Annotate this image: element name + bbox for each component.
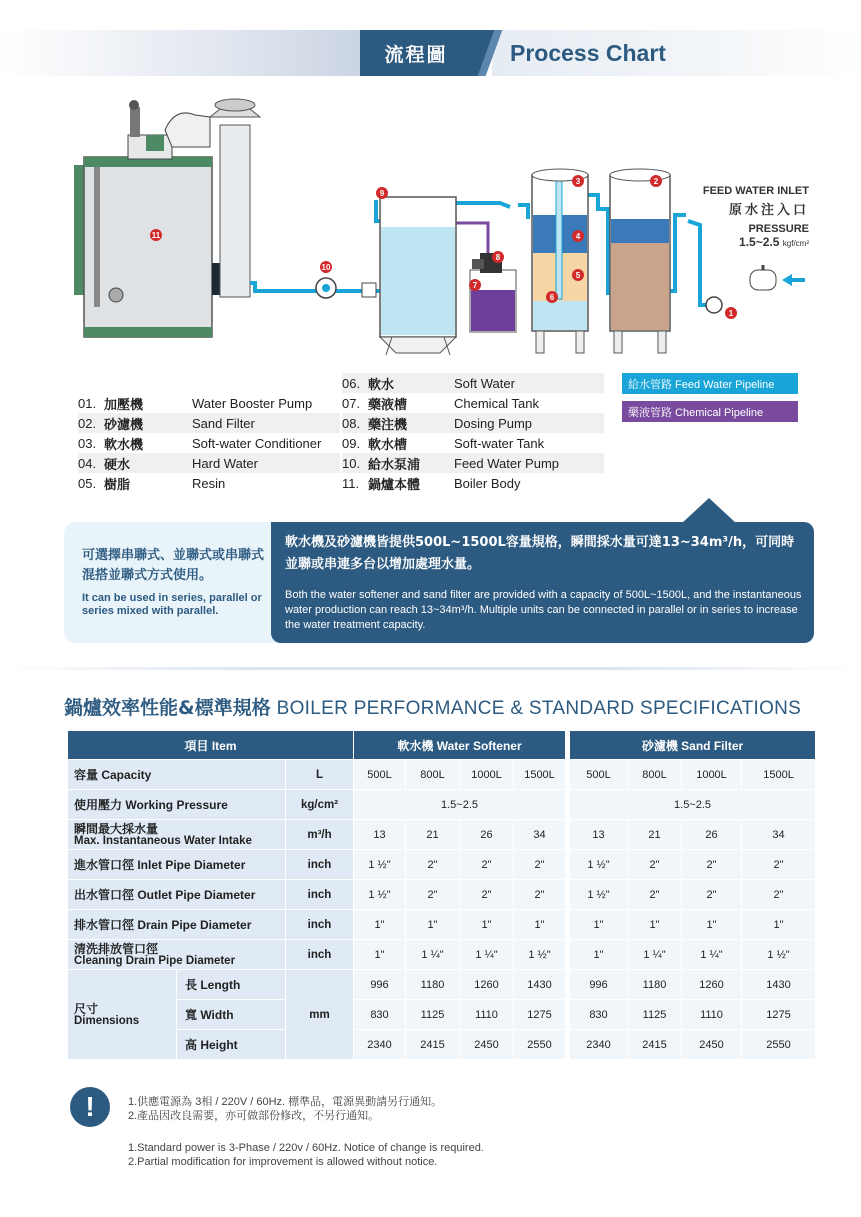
feed-pipeline-legend: 給水管路 Feed Water Pipeline: [622, 373, 798, 394]
table-cell: 2": [682, 880, 742, 910]
soft-water-tank: [380, 197, 456, 355]
water-softener: [532, 169, 588, 353]
table-cell: 1": [628, 910, 682, 940]
header-softener: 軟水機 Water Softener: [354, 731, 566, 760]
item-en: Feed Water Pump: [454, 455, 560, 471]
svg-text:3: 3: [575, 177, 581, 186]
table-cell: 21: [628, 820, 682, 850]
table-cell: 26: [682, 820, 742, 850]
note-zh-1: 1.供應電源為 3相 / 220V / 60Hz. 標準品，電源異動請另行通知。: [128, 1096, 443, 1108]
table-cell: 13: [354, 820, 406, 850]
table-cell: 2415: [406, 1030, 460, 1060]
item-number: 03.: [78, 435, 97, 451]
banner-title-zh: 流程圖: [360, 30, 472, 76]
item-zh: 樹脂: [104, 477, 131, 493]
boiler-body: [74, 100, 220, 337]
table-row: [68, 790, 816, 820]
item-number: 01.: [78, 395, 97, 411]
table-row: [68, 1000, 816, 1030]
exclamation-icon: !: [70, 1087, 110, 1127]
table-cell: 2": [628, 880, 682, 910]
table-cell: 1500L: [514, 760, 566, 790]
chemical-pipeline-legend: 藥液管路 Chemical Pipeline: [622, 401, 798, 422]
table-cell: 800L: [406, 760, 460, 790]
header-filter: 砂濾機 Sand Filter: [570, 731, 816, 760]
info-right-panel: [271, 522, 814, 643]
table-cell: 1": [354, 940, 406, 970]
info-left-panel: [64, 522, 294, 643]
item-zh: 加壓機: [104, 397, 144, 413]
item-zh: 軟水: [368, 377, 395, 393]
row-label: [68, 940, 286, 970]
note-zh-2: 2.產品因改良需要，亦可做部份修改，不另行通知。: [128, 1110, 380, 1122]
list-item: [342, 433, 604, 453]
table-cell: 1110: [460, 1000, 514, 1030]
spec-table: [67, 730, 816, 1060]
info-right-zh: 軟水機及砂濾機皆提供500L~1500L容量規格，瞬間採水量可達13~34m³/h，可同時並聯或串連多台以增加處理水量。: [285, 535, 795, 572]
list-item: [342, 393, 604, 413]
chemical-tank: [470, 253, 516, 332]
table-cell: 1180: [628, 970, 682, 1000]
item-number: 02.: [78, 415, 97, 431]
item-en: Resin: [192, 475, 226, 491]
row-label: [68, 820, 286, 850]
table-row: [68, 880, 816, 910]
table-row: [68, 940, 816, 970]
table-cell: 1": [570, 910, 628, 940]
table-cell: 800L: [628, 760, 682, 790]
svg-text:5: 5: [575, 271, 581, 280]
spec-header-row: [68, 731, 816, 760]
item-number: 08.: [342, 415, 361, 431]
list-item: [342, 413, 604, 433]
item-number: 06.: [342, 375, 361, 391]
pressure-value: 1.5~2.5 kgf/cm²: [739, 235, 809, 249]
row-label-zh: 尺寸: [74, 1001, 99, 1016]
table-row: [68, 910, 816, 940]
svg-text:9: 9: [379, 189, 385, 198]
item-number: 04.: [78, 455, 97, 471]
header-banner: [0, 30, 861, 76]
item-zh: 軟水機: [104, 437, 144, 453]
table-cell: 21: [406, 820, 460, 850]
svg-text:4: 4: [575, 232, 581, 241]
table-cell: 2": [742, 880, 816, 910]
list-item: [342, 473, 604, 493]
table-cell: 1": [354, 910, 406, 940]
table-cell: 996: [570, 970, 628, 1000]
pressure-label: PRESSURE: [748, 223, 809, 235]
table-cell: 830: [354, 1000, 406, 1030]
table-cell: 500L: [570, 760, 628, 790]
item-zh: 藥注機: [368, 417, 408, 433]
table-cell: 2340: [354, 1030, 406, 1060]
table-cell: 2415: [628, 1030, 682, 1060]
item-en: Soft Water: [454, 375, 515, 391]
table-cell: 2": [406, 850, 460, 880]
table-cell: 2": [628, 850, 682, 880]
table-cell: 1.5~2.5: [570, 790, 816, 820]
table-cell: 2550: [514, 1030, 566, 1060]
row-sublabel: 寬 Width: [177, 1000, 286, 1030]
row-label: 排水管口徑 Drain Pipe Diameter: [68, 910, 286, 940]
table-cell: 1430: [742, 970, 816, 1000]
note-en-2: 2.Partial modification for improvement is allowed without notice.: [128, 1156, 438, 1168]
feed-inlet-en: FEED WATER INLET: [702, 185, 809, 197]
table-cell: 1275: [514, 1000, 566, 1030]
table-cell: 1275: [742, 1000, 816, 1030]
item-en: Boiler Body: [454, 475, 521, 491]
item-en: Soft-water Tank: [454, 435, 545, 451]
table-cell: 13: [570, 820, 628, 850]
row-unit: inch: [286, 940, 354, 970]
table-row: [68, 970, 816, 1000]
banner-title-en: Process Chart: [510, 39, 666, 66]
item-zh: 給水泵浦: [368, 457, 421, 473]
table-cell: 2": [406, 880, 460, 910]
table-cell: 1260: [682, 970, 742, 1000]
item-number: 05.: [78, 475, 97, 491]
item-en: Sand Filter: [192, 415, 255, 431]
svg-text:11: 11: [151, 231, 161, 240]
table-row: [68, 820, 816, 850]
table-cell: 2": [514, 850, 566, 880]
table-cell: 500L: [354, 760, 406, 790]
row-label: [68, 970, 177, 1060]
table-cell: 1 ½": [354, 880, 406, 910]
table-cell: 1 ½": [570, 850, 628, 880]
item-number: 11.: [342, 475, 360, 491]
row-unit: inch: [286, 910, 354, 940]
info-right-en: Both the water softener and sand filter are provided with a capacity of 500L~1500L, and the instantaneous water production can reach 13~34m³/h. Multiple units can be connected in parallel or in series to increase the water treatment capacity.: [285, 589, 802, 631]
table-cell: 1": [406, 910, 460, 940]
table-cell: 2340: [570, 1030, 628, 1060]
item-en: Dosing Pump: [454, 415, 533, 431]
row-unit: inch: [286, 850, 354, 880]
row-label: 進水管口徑 Inlet Pipe Diameter: [68, 850, 286, 880]
table-cell: 1": [682, 910, 742, 940]
row-label: 容量 Capacity: [68, 760, 286, 790]
item-en: Hard Water: [192, 455, 258, 471]
table-cell: 996: [354, 970, 406, 1000]
table-cell: 34: [514, 820, 566, 850]
notes: [128, 1095, 484, 1169]
row-unit: L: [286, 760, 354, 790]
item-zh: 硬水: [104, 457, 131, 473]
table-row: [68, 760, 816, 790]
row-label: 出水管口徑 Outlet Pipe Diameter: [68, 880, 286, 910]
svg-text:2: 2: [653, 177, 659, 186]
feed-inlet-zh: 原水注入口: [728, 202, 809, 217]
water-booster-pump: [706, 265, 805, 313]
note-en-1: 1.Standard power is 3-Phase / 220v / 60Hz. Notice of change is required.: [128, 1142, 484, 1154]
table-cell: 2450: [460, 1030, 514, 1060]
row-sublabel: 高 Height: [177, 1030, 286, 1060]
item-en: Chemical Tank: [454, 395, 540, 411]
list-item: [342, 453, 604, 473]
table-cell: 1 ½": [514, 940, 566, 970]
row-label-en: Max. Instantaneous Water Intake: [74, 834, 252, 847]
row-label-en: Dimensions: [74, 1014, 140, 1027]
list-item: [78, 393, 340, 413]
sand-filter: [610, 169, 670, 353]
row-unit: inch: [286, 880, 354, 910]
row-label-zh: 清洗排放管口徑: [74, 941, 159, 956]
table-cell: 1 ½": [570, 880, 628, 910]
table-cell: 2550: [742, 1030, 816, 1060]
row-label-zh: 瞬間最大採水量: [74, 821, 159, 836]
table-row: [68, 1030, 816, 1060]
item-zh: 軟水槽: [368, 437, 408, 453]
spec-title-en: BOILER PERFORMANCE & STANDARD SPECIFICATIONS: [276, 698, 802, 719]
item-zh: 砂濾機: [104, 417, 144, 433]
table-cell: 830: [570, 1000, 628, 1030]
row-unit: mm: [286, 970, 354, 1060]
table-cell: 2": [682, 850, 742, 880]
table-cell: 1": [514, 910, 566, 940]
list-item: [78, 433, 340, 453]
svg-text:10: 10: [321, 263, 331, 272]
table-cell: 1 ½": [742, 940, 816, 970]
table-cell: 1260: [460, 970, 514, 1000]
item-zh: 藥液槽: [368, 397, 408, 413]
table-cell: 1 ¼": [406, 940, 460, 970]
info-tab: [681, 498, 737, 524]
table-cell: 1180: [406, 970, 460, 1000]
header-item: 項目 Item: [68, 731, 354, 760]
item-number: 09.: [342, 435, 361, 451]
table-cell: 1": [742, 910, 816, 940]
feed-water-inlet-label: [703, 185, 809, 249]
table-cell: 1 ¼": [628, 940, 682, 970]
spec-title-zh: 鍋爐效率性能&標準規格: [64, 697, 271, 719]
row-label: 使用壓力 Working Pressure: [68, 790, 286, 820]
table-cell: 1125: [628, 1000, 682, 1030]
table-cell: 2": [514, 880, 566, 910]
info-left-en: It can be used in series, parallel or series mixed with parallel.: [82, 592, 262, 617]
item-zh: 鍋爐本體: [368, 477, 421, 493]
spec-title: [64, 693, 801, 720]
list-item: [78, 413, 340, 433]
table-cell: 1125: [406, 1000, 460, 1030]
table-cell: 1 ¼": [460, 940, 514, 970]
table-cell: 1000L: [682, 760, 742, 790]
svg-text:8: 8: [495, 253, 501, 262]
row-unit: kg/cm²: [286, 790, 354, 820]
row-unit: m³/h: [286, 820, 354, 850]
svg-text:1: 1: [728, 309, 734, 318]
chemical-pipeline: [455, 223, 488, 253]
table-cell: 1.5~2.5: [354, 790, 566, 820]
svg-text:6: 6: [549, 293, 555, 302]
table-cell: 2": [460, 850, 514, 880]
feed-water-pump: [316, 278, 376, 298]
table-cell: 1": [460, 910, 514, 940]
table-cell: 34: [742, 820, 816, 850]
list-item: [78, 473, 340, 493]
table-row: [68, 850, 816, 880]
list-item: [342, 373, 604, 393]
table-cell: 2": [742, 850, 816, 880]
item-number: 07.: [342, 395, 361, 411]
table-cell: 1430: [514, 970, 566, 1000]
info-left-zh: 可選擇串聯式、並聯式或串聯式混搭並聯式方式使用。: [82, 548, 265, 583]
row-sublabel: 長 Length: [177, 970, 286, 1000]
item-number: 10.: [342, 455, 361, 471]
table-cell: 1110: [682, 1000, 742, 1030]
svg-text:7: 7: [472, 281, 478, 290]
table-cell: 1000L: [460, 760, 514, 790]
table-cell: 2450: [682, 1030, 742, 1060]
table-cell: 1500L: [742, 760, 816, 790]
row-label-en: Cleaning Drain Pipe Diameter: [74, 954, 236, 967]
table-cell: 1": [570, 940, 628, 970]
table-cell: 1 ½": [354, 850, 406, 880]
item-en: Water Booster Pump: [192, 395, 313, 411]
table-cell: 26: [460, 820, 514, 850]
item-en: Soft-water Conditioner: [192, 435, 322, 451]
list-item: [78, 453, 340, 473]
section-divider: [0, 667, 861, 670]
table-cell: 2": [460, 880, 514, 910]
table-cell: 1 ¼": [682, 940, 742, 970]
